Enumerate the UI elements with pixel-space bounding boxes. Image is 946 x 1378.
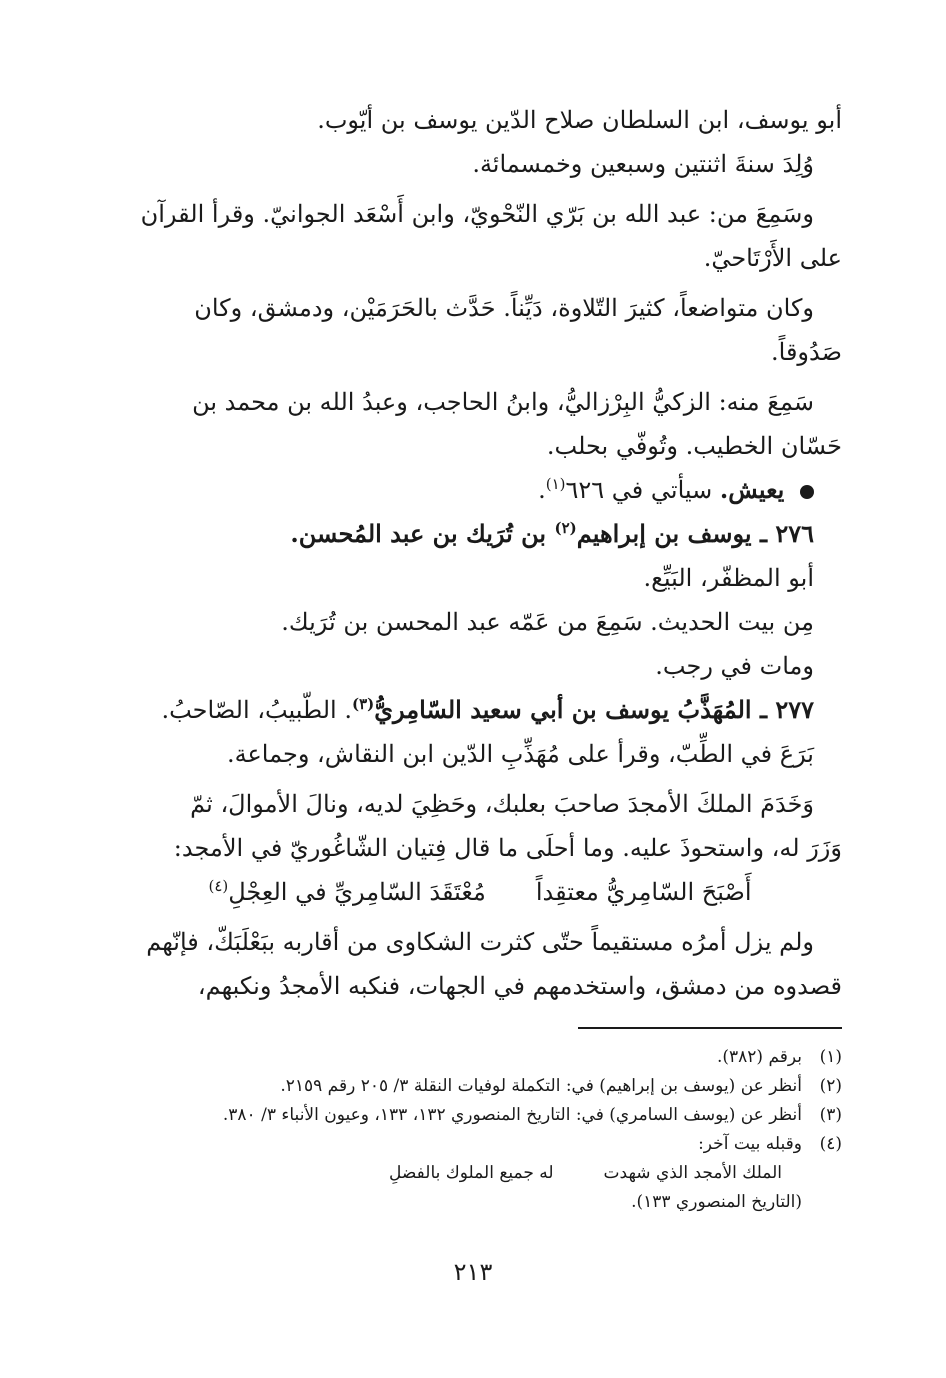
footnote	[150, 1101, 842, 1130]
entry-heading-text: . الطّبيبُ، الصّاحبُ.	[161, 696, 352, 724]
verse-first-hemistich: أَصْبَحَ السّامِريُّ معتقِداً	[535, 878, 752, 906]
entry-heading-276	[118, 512, 842, 556]
poem-verse	[118, 870, 842, 914]
verse-first-hemistich: الملك الأمجد الذي شهدت	[603, 1163, 782, 1183]
entry-heading-text: ٢٧٧ ـ المُهَذَّبُ يوسف بن أبي سعيد السّامِريُّ	[374, 695, 814, 724]
footnote-number: (٤)	[819, 1134, 842, 1154]
text-line: وَزَرَ له، واستحوذَ عليه. وما أحلَى ما قال فِتيان الشّاغُوريّ في الأمجد:	[173, 834, 842, 862]
main-text	[118, 98, 842, 1008]
footnote-marker: (٤)	[208, 877, 229, 895]
footnote	[150, 1130, 842, 1159]
text-line: وَخَدَمَ الملكَ الأمجدَ صاحبَ بعلبك، وحَظِيَ لديه، ونالَ الأموالَ، ثمّ	[190, 790, 814, 818]
footnote-marker: (٣)	[351, 695, 375, 713]
text-line: وكان متواضعاً، كثيرَ التّلاوة، دَيِّناً. حَدَّث بالحَرَمَيْن، ودمشق، وكان	[194, 294, 814, 322]
footnote	[150, 1072, 842, 1101]
footnote-separator	[578, 1027, 842, 1029]
cross-reference-text: سيأتي في ٦٢٦	[565, 476, 713, 504]
footnote-number: (٢)	[819, 1076, 842, 1096]
verse-second-hemistich: مُعْتَقَدَ السّامِريِّ في العِجْلِ	[228, 878, 486, 906]
text-line: سَمِعَ منه: الزكيُّ البِرْزاليُّ، وابنُ الحاجب، وعبدُ الله بن محمد بن	[192, 388, 814, 416]
verse-second-hemistich-wrap	[208, 870, 485, 914]
footnote-marker: (١)	[545, 475, 566, 493]
footnotes	[150, 1043, 842, 1217]
text-line: وُلِدَ سنةَ اثنتين وسبعين وخمسمائة.	[472, 150, 814, 178]
text-line: أبو يوسف، ابن السلطان صلاح الدّين يوسف بن أيّوب.	[317, 106, 842, 134]
footnote-text: أنظر عن (يوسف السامري) في: التاريخ المنصوري ١٣٢، ١٣٣، وعيون الأنباء ٣/ ٣٨٠.	[222, 1105, 802, 1125]
verse-second-hemistich: له جميع الملوك بالفضلِ	[389, 1163, 554, 1183]
text-line: قصدوه من دمشق، واستخدمهم في الجهات، فنكبه الأمجدُ ونكبهم،	[197, 972, 842, 1000]
text-line: بَرَعَ في الطِّبّ، وقرأ على مُهَذِّبِ الدّين ابن النقاش، وجماعة.	[226, 740, 814, 768]
footnote-text: أنظر عن (يوسف بن إبراهيم) في: التكملة لوفيات النقلة ٣/ ٢٠٥ رقم ٢١٥٩.	[280, 1076, 802, 1096]
footnote-verse	[150, 1159, 842, 1188]
footnote-number: (١)	[819, 1047, 842, 1067]
bullet-icon	[800, 485, 814, 499]
entry-heading-text: بن تُرَيك بن عبد المُحسن.	[290, 519, 547, 548]
footnote-source: (التاريخ المنصوري ١٣٣).	[631, 1192, 802, 1212]
punctuation: .	[538, 476, 546, 504]
footnote-number: (٣)	[819, 1105, 842, 1125]
text-line: حَسّان الخطيب. وتُوفّي بحلب.	[546, 432, 842, 460]
text-line: مِن بيت الحديث. سَمِعَ من عَمّه عبد المحسن بن تُرَيك.	[281, 608, 814, 636]
text-line: على الأَرْتَاحيّ.	[703, 244, 842, 272]
cross-reference-line	[118, 468, 842, 512]
entry-heading-text: ٢٧٦ ـ يوسف بن إبراهيم	[576, 519, 814, 548]
text-line: ولم يزل أمرُه مستقيماً حتّى كثرت الشكاوى من أقاربه ببَعْلَبَكّ، فإنّهم	[146, 928, 814, 956]
entry-name: يعيش.	[719, 475, 785, 504]
footnote-text: وقبله بيت آخر:	[698, 1134, 802, 1154]
text-line: ومات في رجب.	[655, 652, 814, 680]
footnote-marker: (٢)	[554, 519, 577, 537]
text-line: أبو المظفّر، البَيِّع.	[643, 564, 814, 592]
entry-heading-277	[118, 688, 842, 732]
text-line: وسَمِعَ من: عبد الله بن بَرّي النّحْويّ، وابن أَسْعَد الجوانيّ. وقرأ القرآن	[140, 200, 814, 228]
text-line: صَدُوقاً.	[771, 338, 842, 366]
page-number: ٢١٣	[453, 1258, 493, 1286]
footnote-text: برقم (٣٨٢).	[716, 1047, 802, 1067]
footnote	[150, 1043, 842, 1072]
